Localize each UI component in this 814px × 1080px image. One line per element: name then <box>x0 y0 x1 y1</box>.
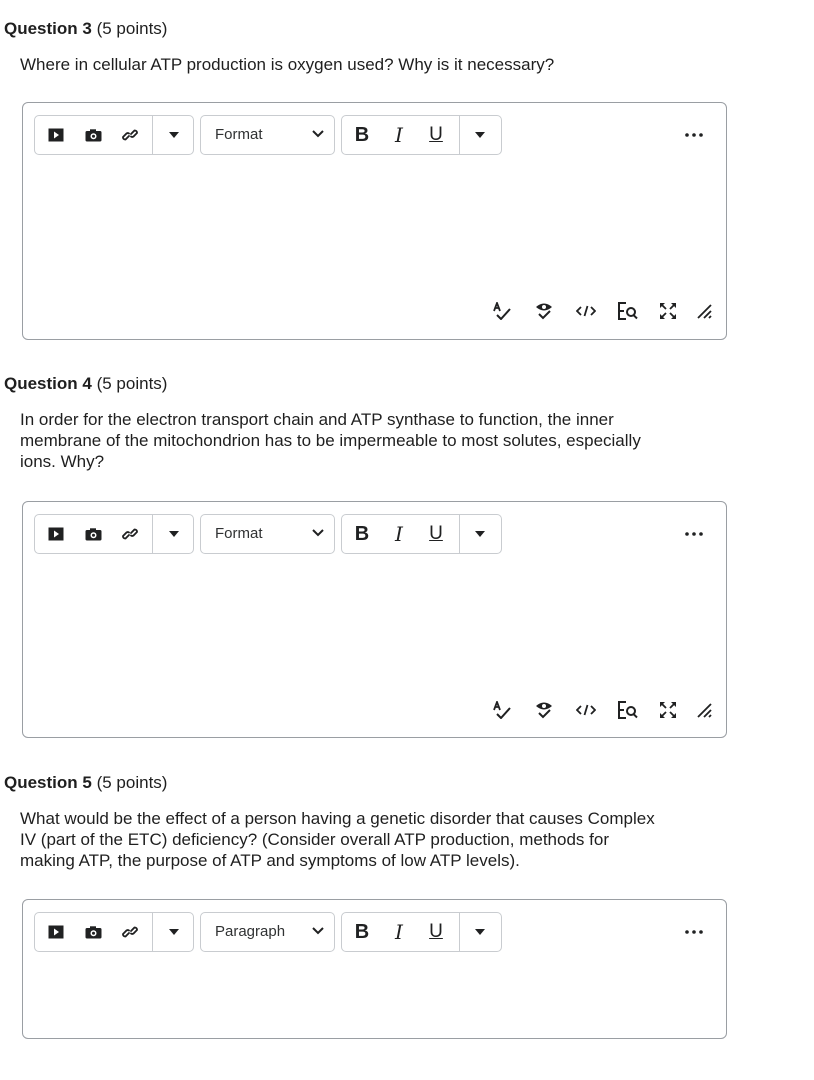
text-style-toolbar-group <box>341 514 502 554</box>
format-toolbar-group <box>200 912 335 952</box>
answer-text-area[interactable] <box>33 960 716 1080</box>
accessibility-checker-icon <box>534 701 554 719</box>
source-code-icon <box>576 305 596 317</box>
insert-stuff-icon <box>48 128 64 142</box>
insert-image-icon <box>85 926 102 939</box>
question-points: (5 points) <box>96 19 168 38</box>
italic-button[interactable]: I <box>395 920 403 944</box>
ellipsis-icon <box>685 930 703 934</box>
word-count-button[interactable] <box>616 299 640 323</box>
source-code-button[interactable] <box>574 299 598 323</box>
caret-down-icon <box>169 132 179 138</box>
insert-link-button[interactable] <box>115 913 145 951</box>
format-dropdown[interactable] <box>201 116 334 154</box>
question-prompt: Where in cellular ATP production is oxygen used? Why is it necessary? <box>20 55 555 74</box>
italic-button[interactable]: I <box>395 522 403 546</box>
text-style-toolbar-group <box>341 115 502 155</box>
question-heading <box>4 373 167 395</box>
format-dropdown-label: Format <box>215 126 263 143</box>
spellcheck-icon <box>492 701 512 719</box>
insert-link-button[interactable] <box>115 515 145 553</box>
more-actions-button[interactable] <box>682 920 706 944</box>
insert-link-icon <box>122 924 138 940</box>
insert-toolbar-group <box>34 115 194 155</box>
word-count-icon <box>618 302 638 320</box>
toolbar-divider <box>459 116 460 154</box>
more-format-dropdown[interactable] <box>465 515 495 553</box>
underline-button[interactable]: U <box>429 124 443 145</box>
insert-image-button[interactable] <box>78 913 108 951</box>
format-toolbar-group <box>200 115 335 155</box>
insert-toolbar-group <box>34 912 194 952</box>
caret-down-icon <box>475 531 485 537</box>
fullscreen-button[interactable] <box>656 299 680 323</box>
word-count-button[interactable] <box>616 698 640 722</box>
spellcheck-icon <box>492 302 512 320</box>
source-code-icon <box>576 704 596 716</box>
chevron-down-icon <box>312 529 324 537</box>
answer-text-area[interactable] <box>33 562 716 682</box>
caret-down-icon <box>475 132 485 138</box>
toolbar-divider <box>459 913 460 951</box>
toolbar-divider <box>459 515 460 553</box>
insert-stuff-icon <box>48 527 64 541</box>
editor-status-bar <box>490 698 714 722</box>
more-insert-dropdown[interactable] <box>159 515 189 553</box>
question-points: (5 points) <box>96 773 168 792</box>
insert-stuff-button[interactable] <box>41 515 71 553</box>
caret-down-icon <box>169 531 179 537</box>
insert-link-button[interactable] <box>115 116 145 154</box>
question-prompt: In order for the electron transport chain and ATP synthase to function, the inner membrane of the mitochondrion has to be impermeable to most solutes, especially ions. Why? <box>20 410 641 471</box>
resize-handle-icon <box>696 702 712 718</box>
editor-status-bar <box>490 299 714 323</box>
format-dropdown-label: Format <box>215 525 263 542</box>
answer-editor <box>22 102 727 340</box>
insert-toolbar-group <box>34 514 194 554</box>
answer-editor <box>22 899 727 1039</box>
more-insert-dropdown[interactable] <box>159 913 189 951</box>
chevron-down-icon <box>312 130 324 138</box>
spellcheck-button[interactable] <box>490 698 514 722</box>
accessibility-checker-icon <box>534 302 554 320</box>
question-heading <box>4 18 167 40</box>
format-dropdown[interactable] <box>201 515 334 553</box>
insert-link-icon <box>122 127 138 143</box>
spellcheck-button[interactable] <box>490 299 514 323</box>
resize-handle[interactable] <box>692 698 716 722</box>
toolbar-divider <box>152 913 153 951</box>
question-heading <box>4 772 167 794</box>
answer-text-area[interactable] <box>33 163 716 283</box>
italic-button[interactable]: I <box>395 123 403 147</box>
chevron-down-icon <box>312 927 324 935</box>
word-count-icon <box>618 701 638 719</box>
more-insert-dropdown[interactable] <box>159 116 189 154</box>
bold-button[interactable]: B <box>354 920 370 943</box>
fullscreen-icon <box>659 701 677 719</box>
bold-button[interactable]: B <box>354 123 370 146</box>
fullscreen-button[interactable] <box>656 698 680 722</box>
resize-handle[interactable] <box>692 299 716 323</box>
insert-stuff-button[interactable] <box>41 913 71 951</box>
more-actions-button[interactable] <box>682 522 706 546</box>
fullscreen-icon <box>659 302 677 320</box>
more-format-dropdown[interactable] <box>465 913 495 951</box>
ellipsis-icon <box>685 532 703 536</box>
underline-button[interactable]: U <box>429 523 443 544</box>
text-style-toolbar-group <box>341 912 502 952</box>
underline-button[interactable]: U <box>429 921 443 942</box>
more-format-dropdown[interactable] <box>465 116 495 154</box>
bold-button[interactable]: B <box>354 522 370 545</box>
question-points: (5 points) <box>96 374 168 393</box>
insert-image-button[interactable] <box>78 515 108 553</box>
caret-down-icon <box>475 929 485 935</box>
question-number: Question 5 <box>4 773 92 792</box>
insert-image-icon <box>85 129 102 142</box>
insert-link-icon <box>122 526 138 542</box>
accessibility-checker-button[interactable] <box>532 698 556 722</box>
question-number: Question 4 <box>4 374 92 393</box>
toolbar-divider <box>152 116 153 154</box>
more-actions-button[interactable] <box>682 123 706 147</box>
insert-stuff-icon <box>48 925 64 939</box>
answer-editor <box>22 501 727 738</box>
ellipsis-icon <box>685 133 703 137</box>
question-prompt: What would be the effect of a person having a genetic disorder that causes Complex IV (part of the ETC) deficiency? (Consider overall ATP production, methods for making ATP, the purpose of ATP and symptoms of low ATP levels). <box>20 809 655 870</box>
caret-down-icon <box>169 929 179 935</box>
question-number: Question 3 <box>4 19 92 38</box>
toolbar-divider <box>152 515 153 553</box>
resize-handle-icon <box>696 303 712 319</box>
insert-image-button[interactable] <box>78 116 108 154</box>
format-dropdown-label: Paragraph <box>215 923 286 940</box>
accessibility-checker-button[interactable] <box>532 299 556 323</box>
insert-stuff-button[interactable] <box>41 116 71 154</box>
source-code-button[interactable] <box>574 698 598 722</box>
format-toolbar-group <box>200 514 335 554</box>
insert-image-icon <box>85 528 102 541</box>
format-dropdown[interactable] <box>201 913 334 951</box>
